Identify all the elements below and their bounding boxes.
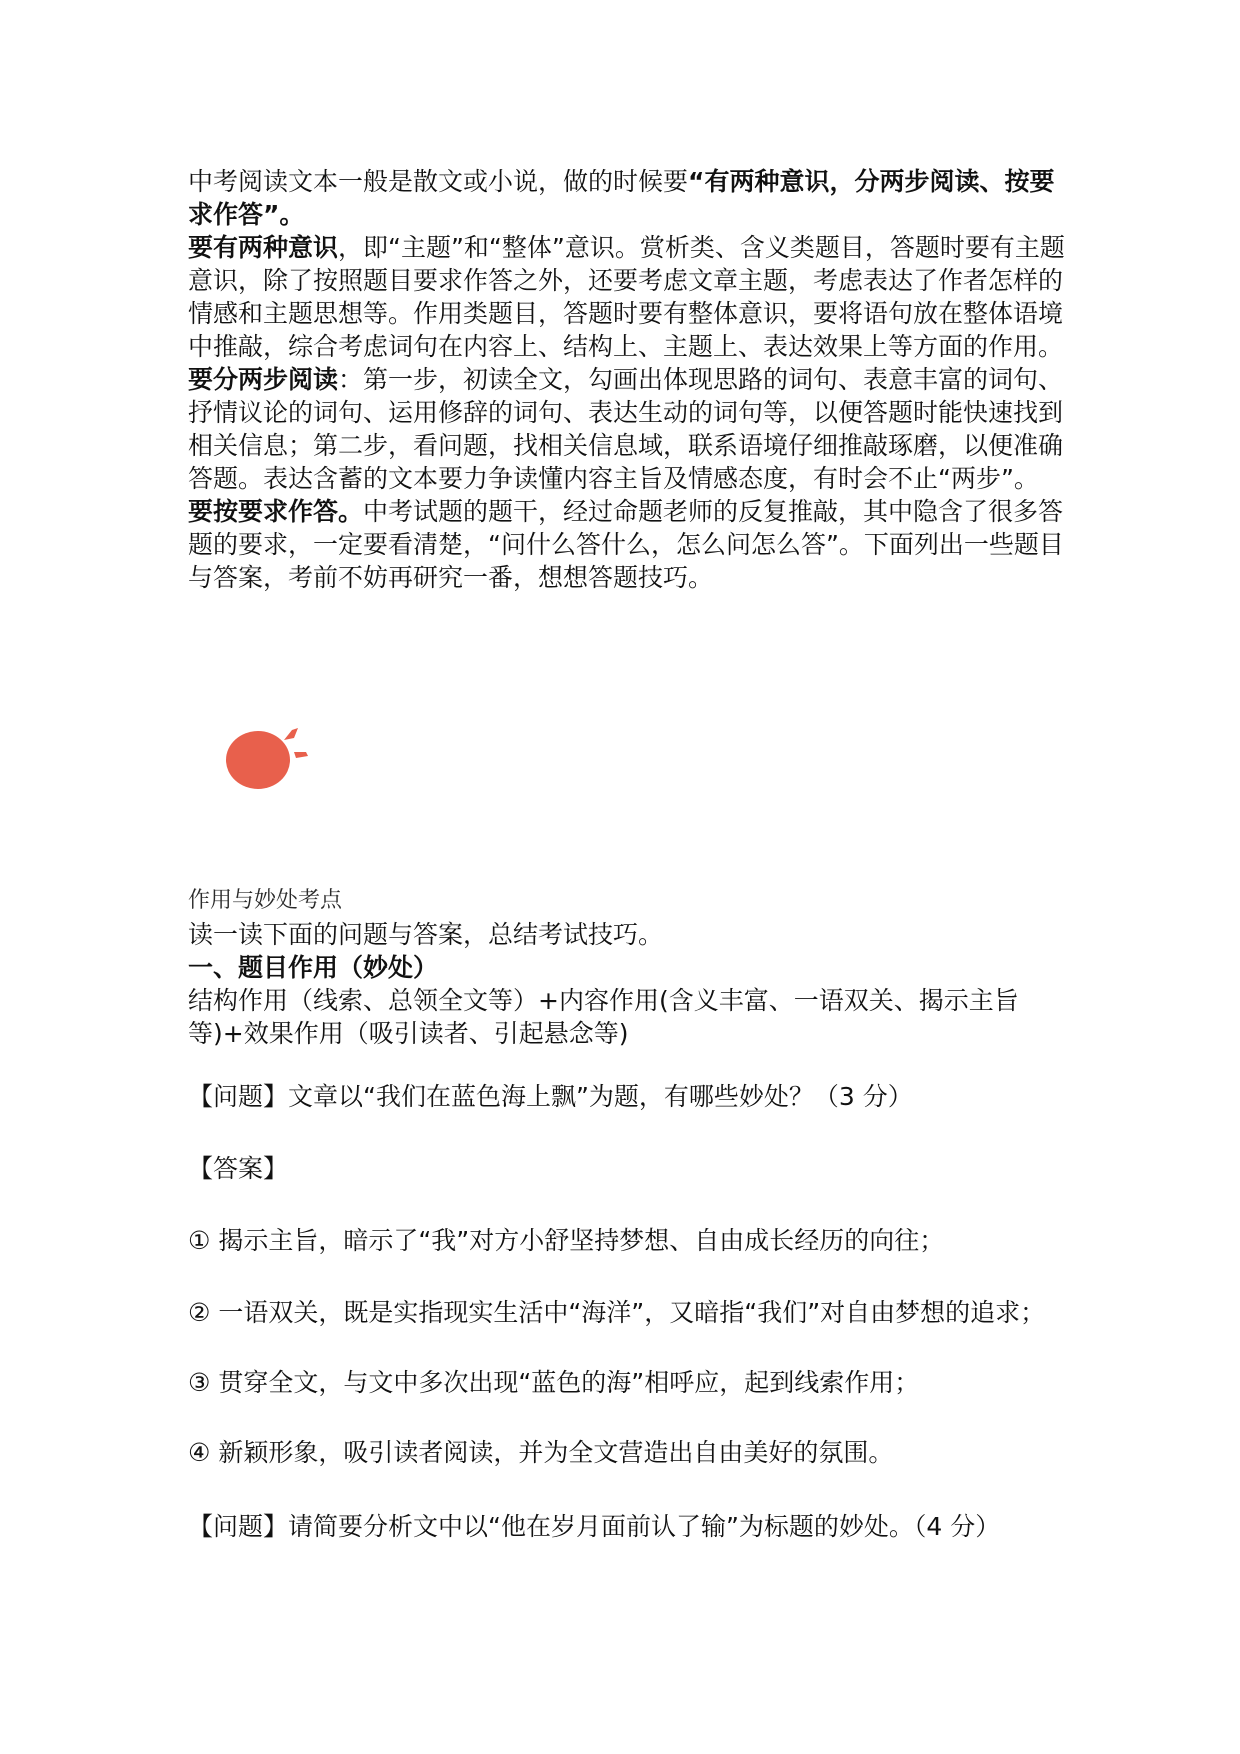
answer-item-4: ④ 新颖形象，吸引读者阅读，并为全文营造出自由美好的氛围。 (188, 1438, 894, 1467)
intro-p1-emphasis: “有两种意识，分两步阅读、按要求作答”。 (188, 167, 1055, 229)
splash-dash-icon (294, 752, 308, 758)
answer-item-1: ① 揭示主旨，暗示了“我”对方小舒坚持梦想、自由成长经历的向往； (188, 1226, 945, 1255)
intro-p3-text: ：第一步，初读全文，勾画出体现思路的词句、表意丰富的词句、抒情议论的词句、运用修辞的词句、表达生动的词句等，以便答题时能快速找到相关信息；第二步，看问题，找相关信息域，联系语境仔细推敲琢磨，以便准确答题。表达含蓄的文本要力争读懂内容主旨及情感态度，有时会不止“两步”。 (188, 365, 1064, 493)
intro-paragraph-4 (188, 495, 1068, 594)
splash-mark-icon (284, 728, 298, 740)
orange-dot-icon (226, 731, 290, 789)
section-formula: 结构作用（线索、总领全文等）+内容作用(含义丰富、一语双关、揭示主旨等)+效果作用（吸引读者、引起悬念等) (188, 986, 1019, 1048)
answer-item-3: ③ 贯穿全文，与文中多次出现“蓝色的海”相呼应，起到线索作用； (188, 1368, 920, 1397)
intro-p2-emphasis: 要有两种意识 (188, 233, 339, 262)
question-1: 【问题】文章以“我们在蓝色海上飘”为题，有哪些妙处？（3 分） (188, 1082, 913, 1111)
intro-p4-text: 中考试题的题干，经过命题老师的反复推敲，其中隐含了很多答题的要求，一定要看清楚，“问什么答什么，怎么问怎么答”。下面列出一些题目与答案，考前不妨再研究一番，想想答题技巧。 (188, 497, 1064, 592)
question-2: 【问题】请简要分析文中以“他在岁月面前认了输”为标题的妙处。（4 分） (188, 1512, 1001, 1541)
intro-section (188, 165, 1068, 594)
intro-p1-text: 中考阅读文本一般是散文或小说，做的时候要 (188, 167, 689, 196)
intro-paragraph-2 (188, 231, 1068, 363)
intro-paragraph-1 (188, 165, 1068, 231)
intro-p3-emphasis: 要分两步阅读 (188, 365, 339, 394)
intro-p4-emphasis: 要按要求作答。 (188, 497, 364, 526)
section-heading: 一、题目作用（妙处） (188, 953, 439, 982)
section-subtitle: 读一读下面的问题与答案，总结考试技巧。 (188, 920, 664, 949)
answer-label: 【答案】 (188, 1154, 289, 1183)
orange-dot-decoration (222, 708, 332, 798)
intro-p2-text: ，即“主题”和“整体”意识。赏析类、含义类题目，答题时要有主题意识，除了按照题目要求作答之外，还要考虑文章主题，考虑表达了作者怎样的情感和主题思想等。作用类题目，答题时要有整体意识，要将语句放在整体语境中推敲，综合考虑词句在内容上、结构上、主题上、表达效果上等方面的作用。 (188, 233, 1065, 361)
intro-paragraph-3 (188, 363, 1068, 495)
section-intro (188, 918, 1068, 1050)
section-label: 作用与妙处考点 (188, 888, 343, 913)
answer-item-2: ② 一语双关，既是实指现实生活中“海洋”，又暗指“我们”对自由梦想的追求； (188, 1298, 1046, 1327)
